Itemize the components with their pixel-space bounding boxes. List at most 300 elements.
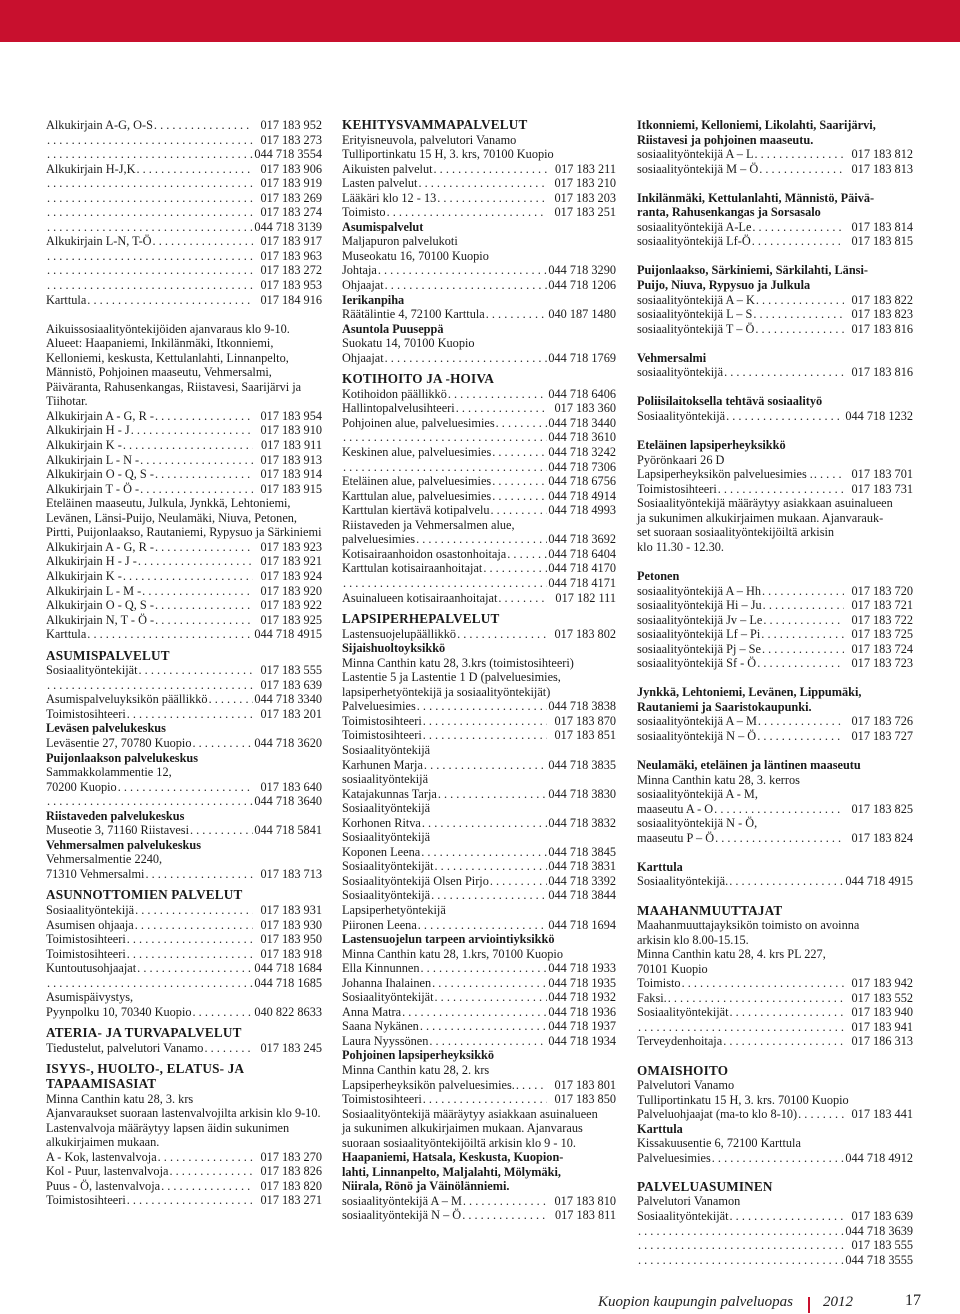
entry-label: sosiaalityöntekijä A – M bbox=[637, 714, 757, 729]
subheading: Lastensuojelun tarpeen arviointiyksikkö bbox=[342, 932, 555, 947]
phone-number: 044 718 3830 bbox=[548, 786, 616, 801]
phone-number: 017 183 639 bbox=[851, 1209, 913, 1224]
section-heading: OMAISHOITO bbox=[637, 1062, 729, 1078]
phone-number: 044 718 3392 bbox=[548, 873, 616, 888]
dot-leader bbox=[762, 642, 844, 657]
dot-leader bbox=[507, 547, 547, 562]
entry-label: Katajakunnas Tarja bbox=[342, 786, 437, 801]
entry-label: Ohjaajat bbox=[342, 278, 384, 293]
dot-leader bbox=[127, 932, 253, 947]
dot-leader bbox=[87, 627, 253, 642]
dot-leader bbox=[47, 249, 253, 264]
entry-label: Sosiaalityöntekijä bbox=[46, 902, 135, 917]
entry-label: sosiaalityöntekijä Lf – Pi bbox=[637, 627, 761, 642]
directory-entry bbox=[342, 387, 616, 402]
dot-leader bbox=[718, 482, 844, 497]
directory-entry bbox=[342, 191, 616, 206]
directory-entry bbox=[637, 598, 913, 613]
paragraph: Aikuissosiaalityöntekijöiden ajanvaraus klo 9-10. bbox=[46, 321, 290, 336]
dot-leader bbox=[154, 118, 253, 133]
section-heading: ASUNNOTTOMIEN PALVELUT bbox=[46, 887, 243, 903]
directory-entry bbox=[46, 1164, 322, 1179]
phone-number: 017 183 713 bbox=[260, 866, 322, 881]
phone-number: 017 183 914 bbox=[260, 467, 322, 482]
text-line: 70101 Kuopio bbox=[637, 961, 708, 976]
dot-leader bbox=[668, 991, 844, 1006]
directory-entry bbox=[342, 489, 616, 504]
directory-entry bbox=[637, 1224, 913, 1239]
phone-number: 017 183 203 bbox=[554, 190, 616, 205]
directory-entry bbox=[637, 642, 913, 657]
text-line: Sosiaalityöntekijä bbox=[342, 742, 431, 757]
directory-entry bbox=[637, 322, 913, 337]
phone-number: 017 183 921 bbox=[260, 554, 322, 569]
phone-number: 017 183 950 bbox=[260, 932, 322, 947]
dot-leader bbox=[457, 627, 547, 642]
phone-number: 044 718 1933 bbox=[548, 961, 616, 976]
directory-entry bbox=[637, 1238, 913, 1253]
directory-entry bbox=[637, 1034, 913, 1049]
directory-entry bbox=[342, 561, 616, 576]
dot-leader bbox=[47, 147, 253, 162]
directory-entry bbox=[342, 787, 616, 802]
dot-leader bbox=[421, 845, 547, 860]
dot-leader bbox=[762, 584, 844, 599]
entry-label: Alkukirjain A-G, O-S bbox=[46, 118, 153, 132]
dot-leader bbox=[169, 1164, 253, 1179]
entry-label: Koponen Leena bbox=[342, 844, 421, 859]
entry-label: Alkukirjain K - bbox=[46, 438, 122, 453]
dot-leader bbox=[127, 1193, 253, 1208]
text-line: Maahanmuuttajayksikön toimisto on avoinna bbox=[637, 918, 860, 933]
directory-entry bbox=[46, 1193, 322, 1208]
phone-number: 017 183 915 bbox=[260, 481, 322, 496]
phone-number: 017 183 919 bbox=[260, 176, 322, 191]
subheading: Puijonlaakson palvelukeskus bbox=[46, 750, 199, 765]
phone-number: 017 183 812 bbox=[851, 147, 913, 162]
text-line: Minna Canthin katu 28, 2. krs bbox=[342, 1063, 490, 1077]
phone-number: 017 183 814 bbox=[851, 219, 913, 234]
directory-entry bbox=[342, 278, 616, 293]
phone-number: 017 183 201 bbox=[260, 706, 322, 721]
subheading: Itkonniemi, Kelloniemi, Likolahti, Saarijärvi, bbox=[637, 118, 876, 132]
entry-label: Kotihoidon päällikkö bbox=[342, 386, 447, 401]
entry-label: Korhonen Ritva bbox=[342, 815, 421, 830]
phone-number: 017 183 701 bbox=[851, 467, 913, 482]
entry-label: Kotisairaanhoidon osastonhoitaja bbox=[342, 546, 507, 561]
phone-number: 017 183 925 bbox=[260, 612, 322, 627]
dot-leader bbox=[435, 859, 547, 874]
phone-number: 017 183 913 bbox=[260, 452, 322, 467]
directory-entry bbox=[46, 1041, 322, 1056]
spacer bbox=[637, 889, 913, 904]
section-heading: ATERIA- JA TURVAPALVELUT bbox=[46, 1025, 242, 1041]
entry-label: sosiaalityöntekijä Jv – Le bbox=[637, 612, 763, 627]
text-line: sosiaalityöntekijä A - M, bbox=[637, 787, 758, 802]
page-number: 17 bbox=[905, 1292, 921, 1309]
directory-entry bbox=[46, 540, 322, 555]
directory-entry bbox=[342, 859, 616, 874]
entry-label: Terveydenhoitaja bbox=[637, 1034, 723, 1049]
directory-entry bbox=[46, 867, 322, 882]
phone-number: 017 183 270 bbox=[260, 1149, 322, 1164]
directory-entry bbox=[46, 584, 322, 599]
section-heading: PALVELUASUMINEN bbox=[637, 1178, 773, 1194]
directory-entry bbox=[46, 823, 322, 838]
directory-entry bbox=[46, 205, 322, 220]
dot-leader bbox=[490, 874, 547, 889]
dot-leader bbox=[155, 409, 253, 424]
entry-label: Laura Nyyssönen bbox=[342, 1033, 429, 1048]
directory-entry bbox=[342, 474, 616, 489]
text-line: ja sukunimen alkukirjaimen mukaan. Ajanvarauk- bbox=[637, 510, 884, 525]
phone-number: 017 183 810 bbox=[554, 1193, 616, 1208]
phone-number: 044 718 1769 bbox=[548, 350, 616, 365]
phone-number: 044 718 1934 bbox=[548, 1033, 616, 1048]
directory-entry bbox=[46, 947, 322, 962]
phone-number: 017 183 724 bbox=[851, 641, 913, 656]
spacer bbox=[637, 1165, 913, 1180]
entry-label: Alkukirjain A - G, R - bbox=[46, 408, 154, 423]
entry-label: Piironen Leena bbox=[342, 917, 417, 932]
entry-label: Alkukirjain H - J - bbox=[46, 554, 137, 569]
dot-leader bbox=[753, 307, 844, 322]
spacer bbox=[637, 336, 913, 351]
dot-leader bbox=[417, 699, 547, 714]
directory-entry bbox=[342, 758, 616, 773]
column-middle bbox=[342, 118, 616, 1223]
phone-number: 044 718 3290 bbox=[548, 263, 616, 278]
text-line: sosiaalityöntekijä N - Ö, bbox=[637, 816, 758, 831]
phone-number: 044 718 4915 bbox=[845, 874, 913, 889]
directory-entry bbox=[46, 678, 322, 693]
entry-label: Alkukirjain K - bbox=[46, 568, 122, 583]
phone-number: 044 718 1684 bbox=[254, 961, 322, 976]
directory-entry bbox=[46, 409, 322, 424]
dot-leader bbox=[131, 423, 253, 438]
directory-entry bbox=[637, 802, 913, 817]
dot-leader bbox=[145, 867, 253, 882]
phone-number: 017 183 211 bbox=[554, 161, 616, 176]
dot-leader bbox=[814, 467, 844, 482]
directory-entry bbox=[342, 176, 616, 191]
dot-leader bbox=[486, 307, 547, 322]
dot-leader bbox=[137, 961, 253, 976]
text-line: set suoraan sosiaalityöntekijöiltä arkisin bbox=[637, 525, 835, 540]
entry-label: Alkukirjain H-J,K bbox=[46, 161, 136, 176]
text-line: Sosiaalityöntekijä bbox=[342, 801, 431, 816]
phone-number: 017 183 811 bbox=[554, 1208, 616, 1223]
entry-label: Toimisto bbox=[637, 976, 681, 991]
dot-leader bbox=[423, 728, 547, 743]
phone-number: 044 718 6406 bbox=[548, 386, 616, 401]
directory-entry bbox=[342, 918, 616, 933]
dot-leader bbox=[190, 823, 253, 838]
dot-leader bbox=[715, 831, 844, 846]
phone-number: 017 183 942 bbox=[851, 976, 913, 991]
phone-number: 017 183 824 bbox=[851, 830, 913, 845]
entry-label: Alkukirjain T - Ö - bbox=[46, 481, 140, 496]
subheading: lahti, Linnanpelto, Maljalahti, Mölymäki, bbox=[342, 1164, 561, 1179]
dot-leader bbox=[418, 176, 547, 191]
directory-entry bbox=[637, 584, 913, 599]
phone-number: 044 718 3831 bbox=[548, 859, 616, 874]
directory-entry bbox=[637, 1107, 913, 1122]
text-line: Pyörönkaari 26 D bbox=[637, 452, 725, 467]
entry-label: A - Kok, lastenvalvoja bbox=[46, 1149, 157, 1164]
paragraph: Eteläinen maaseutu, Julkula, Jynkkä, Lehtoniemi, Levänen, Länsi-Puijo, Neulamäki, Niuva, Petonen, Pirtti, Puijonlaakso, Rautaniemi, Rypysuo ja Särkiniemi bbox=[46, 496, 322, 540]
entry-label: Lastensuojelupäällikkö bbox=[342, 626, 457, 641]
dot-leader bbox=[153, 234, 253, 249]
dot-leader bbox=[135, 903, 253, 918]
dot-leader bbox=[714, 802, 844, 817]
directory-entry bbox=[46, 707, 322, 722]
directory-entry bbox=[46, 147, 322, 162]
entry-label: Keskinen alue, palveluesimies bbox=[342, 445, 492, 460]
directory-entry bbox=[46, 627, 322, 642]
phone-number: 044 718 3340 bbox=[254, 692, 322, 707]
entry-label: Toimisto bbox=[342, 205, 386, 220]
entry-label: Lapsiperheyksikön palveluesimies. bbox=[342, 1077, 515, 1092]
directory-entry bbox=[342, 1208, 616, 1223]
entry-label: Asumispalveluyksikön päällikkö bbox=[46, 692, 208, 707]
directory-entry bbox=[342, 1194, 616, 1209]
dot-leader bbox=[638, 1253, 844, 1268]
phone-number: 044 718 3555 bbox=[845, 1252, 913, 1267]
dot-leader bbox=[47, 191, 253, 206]
section-heading: KOTIHOITO JA -HOIVA bbox=[342, 371, 495, 387]
dot-leader bbox=[416, 532, 547, 547]
dot-leader bbox=[756, 293, 844, 308]
directory-entry bbox=[46, 249, 322, 264]
entry-label: Alkukirjain O - Q, S - bbox=[46, 598, 154, 613]
text-line: ja sukunimen alkukirjaimen mukaan. Ajanvaraus bbox=[342, 1121, 583, 1136]
entry-label: Sosiaalityöntekijät bbox=[637, 1209, 729, 1224]
directory-entry bbox=[342, 547, 616, 562]
directory-entry bbox=[46, 736, 322, 751]
text-line: arkisin klo 8.00-15.15. bbox=[637, 932, 749, 947]
directory-entry bbox=[637, 293, 913, 308]
dot-leader bbox=[516, 1078, 547, 1093]
phone-number: 044 718 3620 bbox=[254, 735, 322, 750]
directory-entry bbox=[342, 351, 616, 366]
phone-number: 017 183 826 bbox=[260, 1164, 322, 1179]
entry-label: sosiaalityöntekijä L – S bbox=[637, 307, 753, 322]
spacer bbox=[637, 671, 913, 686]
spacer bbox=[637, 176, 913, 191]
entry-label: Lasten palvelut bbox=[342, 176, 418, 191]
dot-leader bbox=[118, 780, 253, 795]
directory-entry bbox=[637, 409, 913, 424]
directory-entry bbox=[637, 162, 913, 177]
dot-leader bbox=[421, 961, 547, 976]
phone-number: 040 187 1480 bbox=[548, 307, 616, 322]
entry-label: Alkukirjain H - J bbox=[46, 423, 130, 438]
phone-number: 017 183 721 bbox=[851, 598, 913, 613]
text-line: Sosiaalityöntekijä bbox=[342, 830, 431, 845]
phone-number: 017 183 273 bbox=[260, 132, 322, 147]
phone-number: 017 183 272 bbox=[260, 263, 322, 278]
directory-entry bbox=[46, 162, 322, 177]
entry-label: Eteläinen alue, palveluesimies bbox=[342, 474, 492, 489]
directory-entry bbox=[46, 293, 322, 308]
phone-number: 017 183 210 bbox=[554, 176, 616, 191]
footer-year: 2012 bbox=[823, 1294, 853, 1310]
directory-entry bbox=[46, 692, 322, 707]
dot-leader bbox=[759, 162, 844, 177]
entry-label: Palveluohjaajat (ma-to klo 8-10) bbox=[637, 1107, 798, 1122]
entry-label: Sosiaalityöntekijät bbox=[46, 663, 138, 678]
phone-number: 044 718 1206 bbox=[548, 278, 616, 293]
entry-label: sosiaalityöntekijä Pj – Se bbox=[637, 641, 761, 656]
dot-leader bbox=[434, 162, 547, 177]
dot-leader bbox=[87, 293, 253, 308]
dot-leader bbox=[763, 613, 844, 628]
spacer bbox=[46, 307, 322, 322]
directory-entry bbox=[637, 220, 913, 235]
directory-entry bbox=[342, 1078, 616, 1093]
entry-label: sosiaalityöntekijä A – K bbox=[637, 292, 755, 307]
directory-entry bbox=[46, 613, 322, 628]
phone-number: 017 183 251 bbox=[554, 205, 616, 220]
phone-number: 017 183 720 bbox=[851, 583, 913, 598]
text-line: sosiaalityöntekijä bbox=[342, 772, 429, 787]
entry-label: Johanna Ihalainen bbox=[342, 975, 432, 990]
phone-number: 017 183 917 bbox=[260, 234, 322, 249]
dot-leader bbox=[724, 365, 844, 380]
entry-label: Tiedustelut, palvelutori Vanamo bbox=[46, 1040, 204, 1055]
directory-entry bbox=[637, 365, 913, 380]
subheading: Karttula bbox=[637, 1121, 683, 1136]
spacer bbox=[637, 249, 913, 264]
dot-leader bbox=[135, 918, 253, 933]
entry-label: palveluesimies bbox=[342, 532, 416, 547]
dot-leader bbox=[420, 1019, 547, 1034]
dot-leader bbox=[761, 627, 844, 642]
phone-number: 044 718 5841 bbox=[254, 823, 322, 838]
phone-number: 017 183 360 bbox=[554, 401, 616, 416]
phone-number: 044 718 4915 bbox=[254, 627, 322, 642]
entry-label: 71310 Vehmersalmi bbox=[46, 866, 145, 881]
phone-number: 044 718 1232 bbox=[845, 408, 913, 423]
dot-leader bbox=[138, 554, 253, 569]
dot-leader bbox=[47, 205, 253, 220]
entry-label: sosiaalityöntekijä T – Ö bbox=[637, 321, 755, 336]
dot-leader bbox=[462, 1208, 547, 1223]
dot-leader bbox=[463, 1194, 547, 1209]
directory-entry bbox=[46, 482, 322, 497]
directory-entry bbox=[46, 438, 322, 453]
footer-title: Kuopion kaupungin palveluopas bbox=[598, 1294, 793, 1310]
text-line: Palvelutori Vanamon bbox=[637, 1194, 741, 1209]
directory-entry bbox=[342, 1019, 616, 1034]
subheading: Poliisilaitoksella tehtävä sosiaalityö bbox=[637, 394, 823, 409]
dot-leader bbox=[758, 714, 844, 729]
text-line: suoraan sosiaalityöntekijöiltä arkisin klo 9 - 10. bbox=[342, 1135, 576, 1150]
directory-entry bbox=[46, 794, 322, 809]
subheading: Asumispalvelut bbox=[342, 219, 424, 234]
phone-number: 017 183 802 bbox=[554, 626, 616, 641]
phone-number: 017 183 922 bbox=[260, 598, 322, 613]
directory-entry bbox=[342, 307, 616, 322]
text-line: Erityisneuvola, palvelutori Vanamo bbox=[342, 132, 517, 147]
directory-entry bbox=[46, 453, 322, 468]
entry-label: Ella Kinnunnen bbox=[342, 961, 420, 976]
dot-leader bbox=[47, 220, 253, 235]
entry-label: Pohjoinen alue, palveluesimies bbox=[342, 415, 495, 430]
phone-number: 017 183 923 bbox=[260, 539, 322, 554]
phone-number: 017 183 931 bbox=[260, 902, 322, 917]
dot-leader bbox=[757, 729, 844, 744]
dot-leader bbox=[193, 1005, 253, 1020]
directory-entry bbox=[637, 729, 913, 744]
page-footer bbox=[0, 1289, 960, 1314]
dot-leader bbox=[127, 707, 253, 722]
entry-label: Palveluesimies bbox=[637, 1150, 711, 1165]
paragraph: Ajanvaraukset suoraan lastenvalvojilta arkisin klo 9-10. Lastenvalvoja määräytyy lapsen äidin sukunimen alkukirjaimen mukaan. bbox=[46, 1106, 321, 1150]
directory-entry bbox=[46, 191, 322, 206]
subheading: Eteläinen lapsiperheyksikkö bbox=[637, 438, 786, 453]
text-line: Riistaveden ja Vehmersalmen alue, bbox=[342, 517, 515, 532]
text-line: Sosiaalityöntekijä määräytyy asiakkaan asuinalueen bbox=[342, 1106, 598, 1121]
directory-entry bbox=[342, 816, 616, 831]
column-left bbox=[46, 118, 322, 1208]
subheading: Rautaniemi ja Saaristokaupunki. bbox=[637, 699, 812, 714]
dot-leader bbox=[757, 656, 844, 671]
entry-label: Hallintopalvelusihteeri bbox=[342, 401, 455, 416]
phone-number: 017 183 271 bbox=[260, 1193, 322, 1208]
directory-entry bbox=[46, 903, 322, 918]
entry-label: sosiaalityöntekijä bbox=[637, 365, 724, 380]
entry-label: sosiaalityöntekijä Lf-Ö bbox=[637, 234, 751, 249]
dot-leader bbox=[423, 1092, 547, 1107]
phone-number: 044 718 1937 bbox=[548, 1019, 616, 1034]
dot-leader bbox=[730, 1209, 844, 1224]
dot-leader bbox=[47, 176, 253, 191]
directory-entry bbox=[637, 234, 913, 249]
phone-number: 017 183 825 bbox=[851, 801, 913, 816]
directory-entry bbox=[637, 467, 913, 482]
dot-leader bbox=[139, 663, 253, 678]
phone-number: 044 718 4914 bbox=[548, 488, 616, 503]
dot-leader bbox=[123, 438, 253, 453]
directory-entry bbox=[46, 598, 322, 613]
directory-entry bbox=[342, 714, 616, 729]
directory-entry bbox=[342, 205, 616, 220]
text-line: Sosiaalityöntekijä määräytyy asiakkaan asuinalueen bbox=[637, 496, 893, 511]
directory-entry bbox=[46, 569, 322, 584]
dot-leader bbox=[47, 278, 253, 293]
subheading: ranta, Rahusenkangas ja Sorsasalo bbox=[637, 205, 821, 220]
phone-number: 044 718 1936 bbox=[548, 1004, 616, 1019]
directory-entry bbox=[637, 714, 913, 729]
dot-leader bbox=[492, 489, 547, 504]
directory-entry bbox=[46, 263, 322, 278]
entry-label: sosiaalityöntekijä A-Le bbox=[637, 219, 752, 234]
text-line: Kissakuusentie 6, 72100 Karttula bbox=[637, 1136, 801, 1151]
entry-label: Kuntoutusohjaajat bbox=[46, 961, 137, 976]
phone-number: 017 183 851 bbox=[554, 728, 616, 743]
dot-leader bbox=[638, 1224, 844, 1239]
dot-leader bbox=[492, 474, 547, 489]
phone-number: 044 718 3242 bbox=[548, 445, 616, 460]
entry-label: sosiaalityöntekijä M – Ö bbox=[637, 161, 759, 176]
entry-label: Asuinalueen kotisairaanhoitajat bbox=[342, 590, 498, 605]
phone-number: 044 718 3610 bbox=[548, 430, 616, 445]
phone-number: 044 718 3139 bbox=[254, 219, 322, 234]
subheading: Asuntola Puuseppä bbox=[342, 321, 444, 336]
dot-leader bbox=[385, 351, 547, 366]
